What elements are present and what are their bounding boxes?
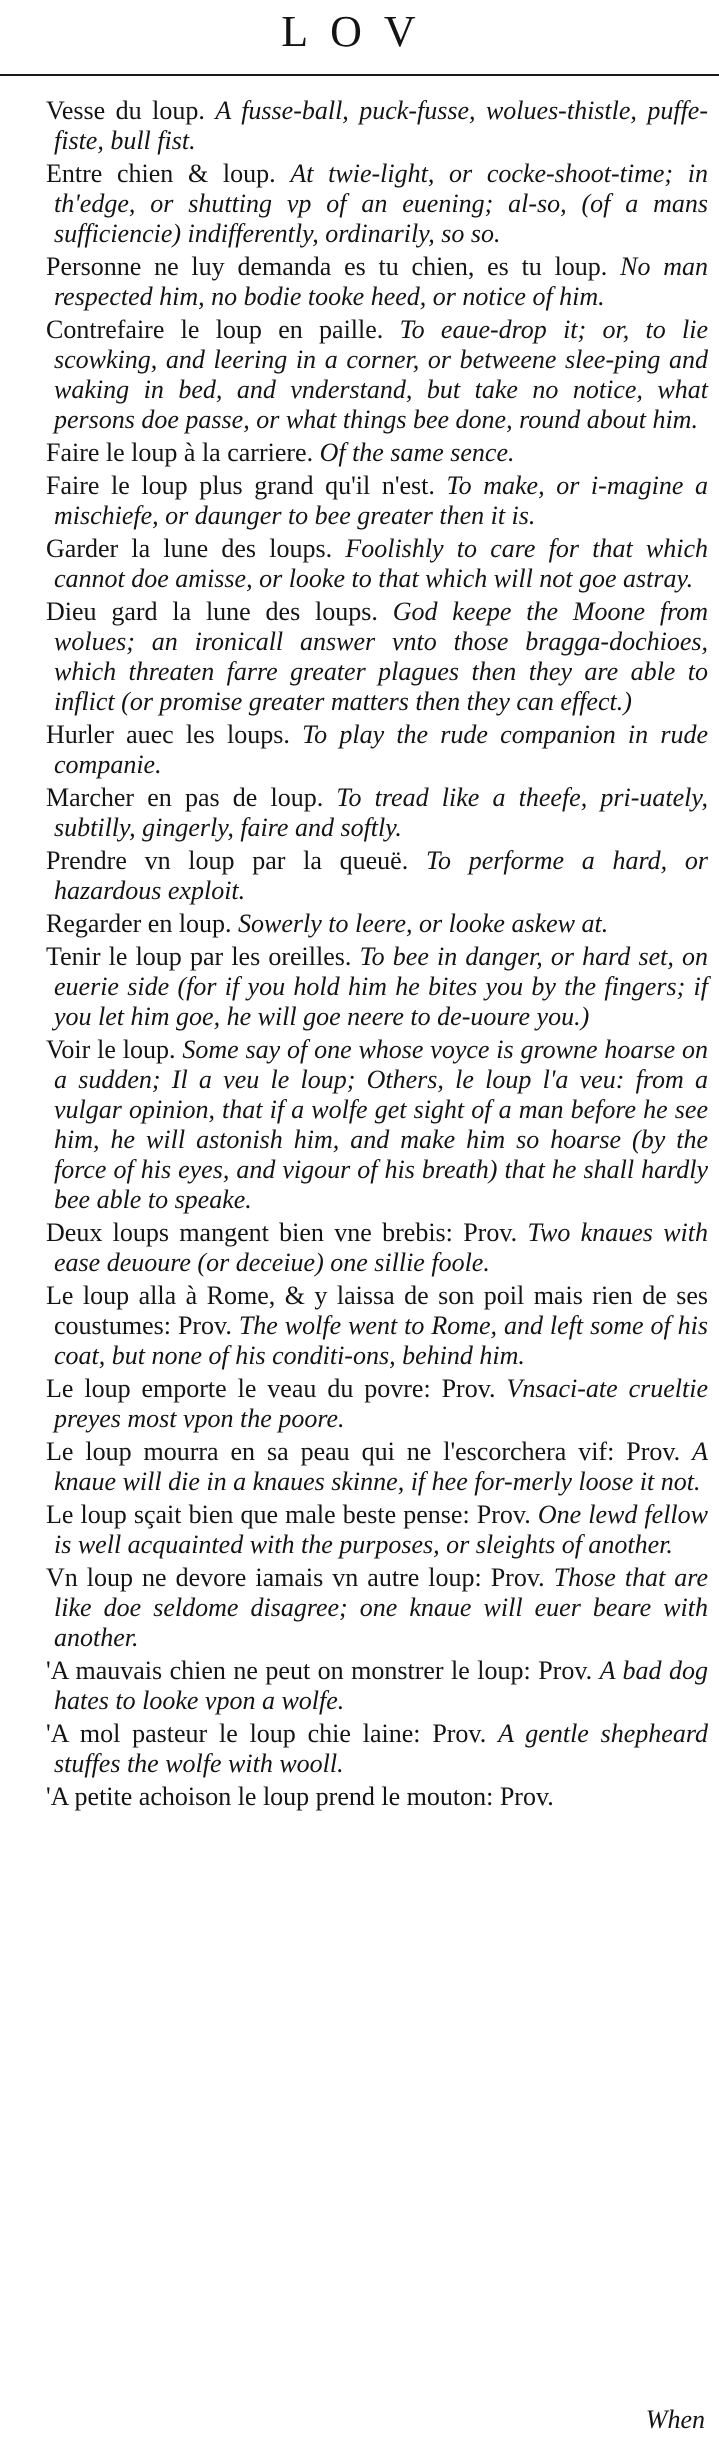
english-gloss: To bee in danger, or hard set, on euerie side (for if you hold him he bites you by the fingers; if you let him goe, he will goe neere to de-uoure you.) (54, 942, 708, 1031)
english-gloss: To eaue-drop it; or, to lie scowking, and leering in a corner, or betweene slee-ping and waking in bed, and vnderstand, but take no notice, what persons doe passe, or what things bee done, round about him. (54, 315, 708, 434)
dictionary-entry (46, 846, 708, 906)
french-phrase: 'A petite achoison le loup prend le mouton: Prov. (46, 1782, 554, 1811)
dictionary-entry (46, 597, 708, 717)
dictionary-entry (46, 783, 708, 843)
dictionary-entry (46, 1500, 708, 1560)
french-phrase: Faire le loup plus grand qu'il n'est. (46, 471, 435, 500)
french-phrase: Entre chien & loup. (46, 159, 276, 188)
french-phrase: Vn loup ne devore iamais vn autre loup: Prov. (46, 1563, 545, 1592)
french-phrase: Dieu gard la lune des loups. (46, 597, 378, 626)
dictionary-entry (46, 1218, 708, 1278)
french-phrase: Deux loups mangent bien vne brebis: Prov. (46, 1218, 518, 1247)
dictionary-entry (46, 315, 708, 435)
english-gloss: To tread like a theefe, pri-uately, subtilly, gingerly, faire and softly. (54, 783, 708, 842)
french-phrase: Hurler auec les loups. (46, 720, 290, 749)
english-gloss: Some say of one whose voyce is growne hoarse on a sudden; Il a veu le loup; Others, le loup l'a veu: from a vulgar opinion, that if a wolfe get sight of a man before he see him, he will astonish him, and make him so hoarse (by the force of his eyes, and vigour of his breath) that he shall hardly bee able to speake. (54, 1035, 709, 1214)
entry-list (46, 96, 708, 1815)
dictionary-entry (46, 1374, 708, 1434)
french-phrase: Tenir le loup par les oreilles. (46, 942, 352, 971)
dictionary-entry (46, 96, 708, 156)
english-gloss: No man respected him, no bodie tooke heed, or notice of him. (54, 252, 709, 311)
french-phrase: Le loup alla à Rome, & y laissa de son poil mais rien de ses coustumes: Prov. (46, 1281, 708, 1340)
french-phrase: Faire le loup à la carriere. (46, 438, 314, 467)
french-phrase: 'A mol pasteur le loup chie laine: Prov. (46, 1719, 487, 1748)
english-gloss: To play the rude companion in rude companie. (54, 720, 709, 779)
french-phrase: 'A mauvais chien ne peut on monstrer le loup: Prov. (46, 1656, 593, 1685)
english-gloss: Foolishly to care for that which cannot doe amisse, or looke to that which will not goe astray. (54, 534, 709, 593)
dictionary-entry (46, 1782, 708, 1812)
dictionary-entry (46, 1656, 708, 1716)
english-gloss: The wolfe went to Rome, and left some of his coat, but none of his conditi-ons, behind him. (54, 1311, 709, 1370)
dictionary-entry (46, 438, 708, 468)
dictionary-entry (46, 909, 708, 939)
french-phrase: Le loup emporte le veau du povre: Prov. (46, 1374, 496, 1403)
english-gloss: Of the same sence. (319, 438, 515, 467)
dictionary-entry (46, 159, 708, 249)
english-gloss: Vnsaci-ate crueltie preyes most vpon the poore. (54, 1374, 708, 1433)
english-gloss: One lewd fellow is well acquainted with the purposes, or sleights of another. (54, 1500, 708, 1559)
english-gloss: A bad dog hates to looke vpon a wolfe. (54, 1656, 709, 1715)
english-gloss: A fusse-ball, puck-fusse, wolues-thistle, puffe-fiste, bull fist. (54, 96, 709, 155)
catchword: When (645, 2405, 705, 2434)
french-phrase: Le loup sçait bien que male beste pense: Prov. (46, 1500, 531, 1529)
english-gloss: God keepe the Moone from wolues; an ironicall answer vnto those bragga-dochioes, which threaten farre greater plagues then they are able to inflict (or promise greater matters then they can effect.) (54, 597, 709, 716)
dictionary-entry (46, 1563, 708, 1653)
french-phrase: Marcher en pas de loup. (46, 783, 324, 812)
english-gloss: A gentle shepheard stuffes the wolfe with wooll. (54, 1719, 709, 1778)
french-phrase: Regarder en loup. (46, 909, 232, 938)
french-phrase: Vesse du loup. (46, 96, 205, 125)
french-phrase: Le loup mourra en sa peau qui ne l'escorchera vif: Prov. (46, 1437, 681, 1466)
running-head: LOV (281, 7, 438, 56)
english-gloss: Those that are like doe seldome disagree; one knaue will euer beare with another. (54, 1563, 709, 1652)
english-gloss: At twie-light, or cocke-shoot-time; in th'edge, or shutting vp of an euening; al-so, (of a mans sufficiencie) indifferently, ordinarily, so so. (54, 159, 708, 248)
dictionary-entry (46, 534, 708, 594)
dictionary-entry (46, 1035, 708, 1215)
dictionary-entry (46, 942, 708, 1032)
dictionary-entry (46, 1281, 708, 1371)
english-gloss: A knaue will die in a knaues skinne, if hee for-merly loose it not. (54, 1437, 708, 1496)
french-phrase: Contrefaire le loup en paille. (46, 315, 384, 344)
french-phrase: Garder la lune des loups. (46, 534, 333, 563)
dictionary-entry (46, 252, 708, 312)
english-gloss: Two knaues with ease deuoure (or deceiue) one sillie foole. (54, 1218, 708, 1277)
dictionary-entry (46, 1437, 708, 1497)
header-rule (0, 74, 719, 76)
dictionary-entry (46, 720, 708, 780)
french-phrase: Prendre vn loup par la queuë. (46, 846, 409, 875)
dictionary-entry (46, 1719, 708, 1779)
french-phrase: Personne ne luy demanda es tu chien, es tu loup. (46, 252, 608, 281)
english-gloss: To performe a hard, or hazardous exploit. (54, 846, 709, 905)
english-gloss: To make, or i-magine a mischiefe, or daunger to bee greater then it is. (54, 471, 708, 530)
english-gloss: Sowerly to leere, or looke askew at. (238, 909, 609, 938)
dictionary-entry (46, 471, 708, 531)
french-phrase: Voir le loup. (46, 1035, 176, 1064)
